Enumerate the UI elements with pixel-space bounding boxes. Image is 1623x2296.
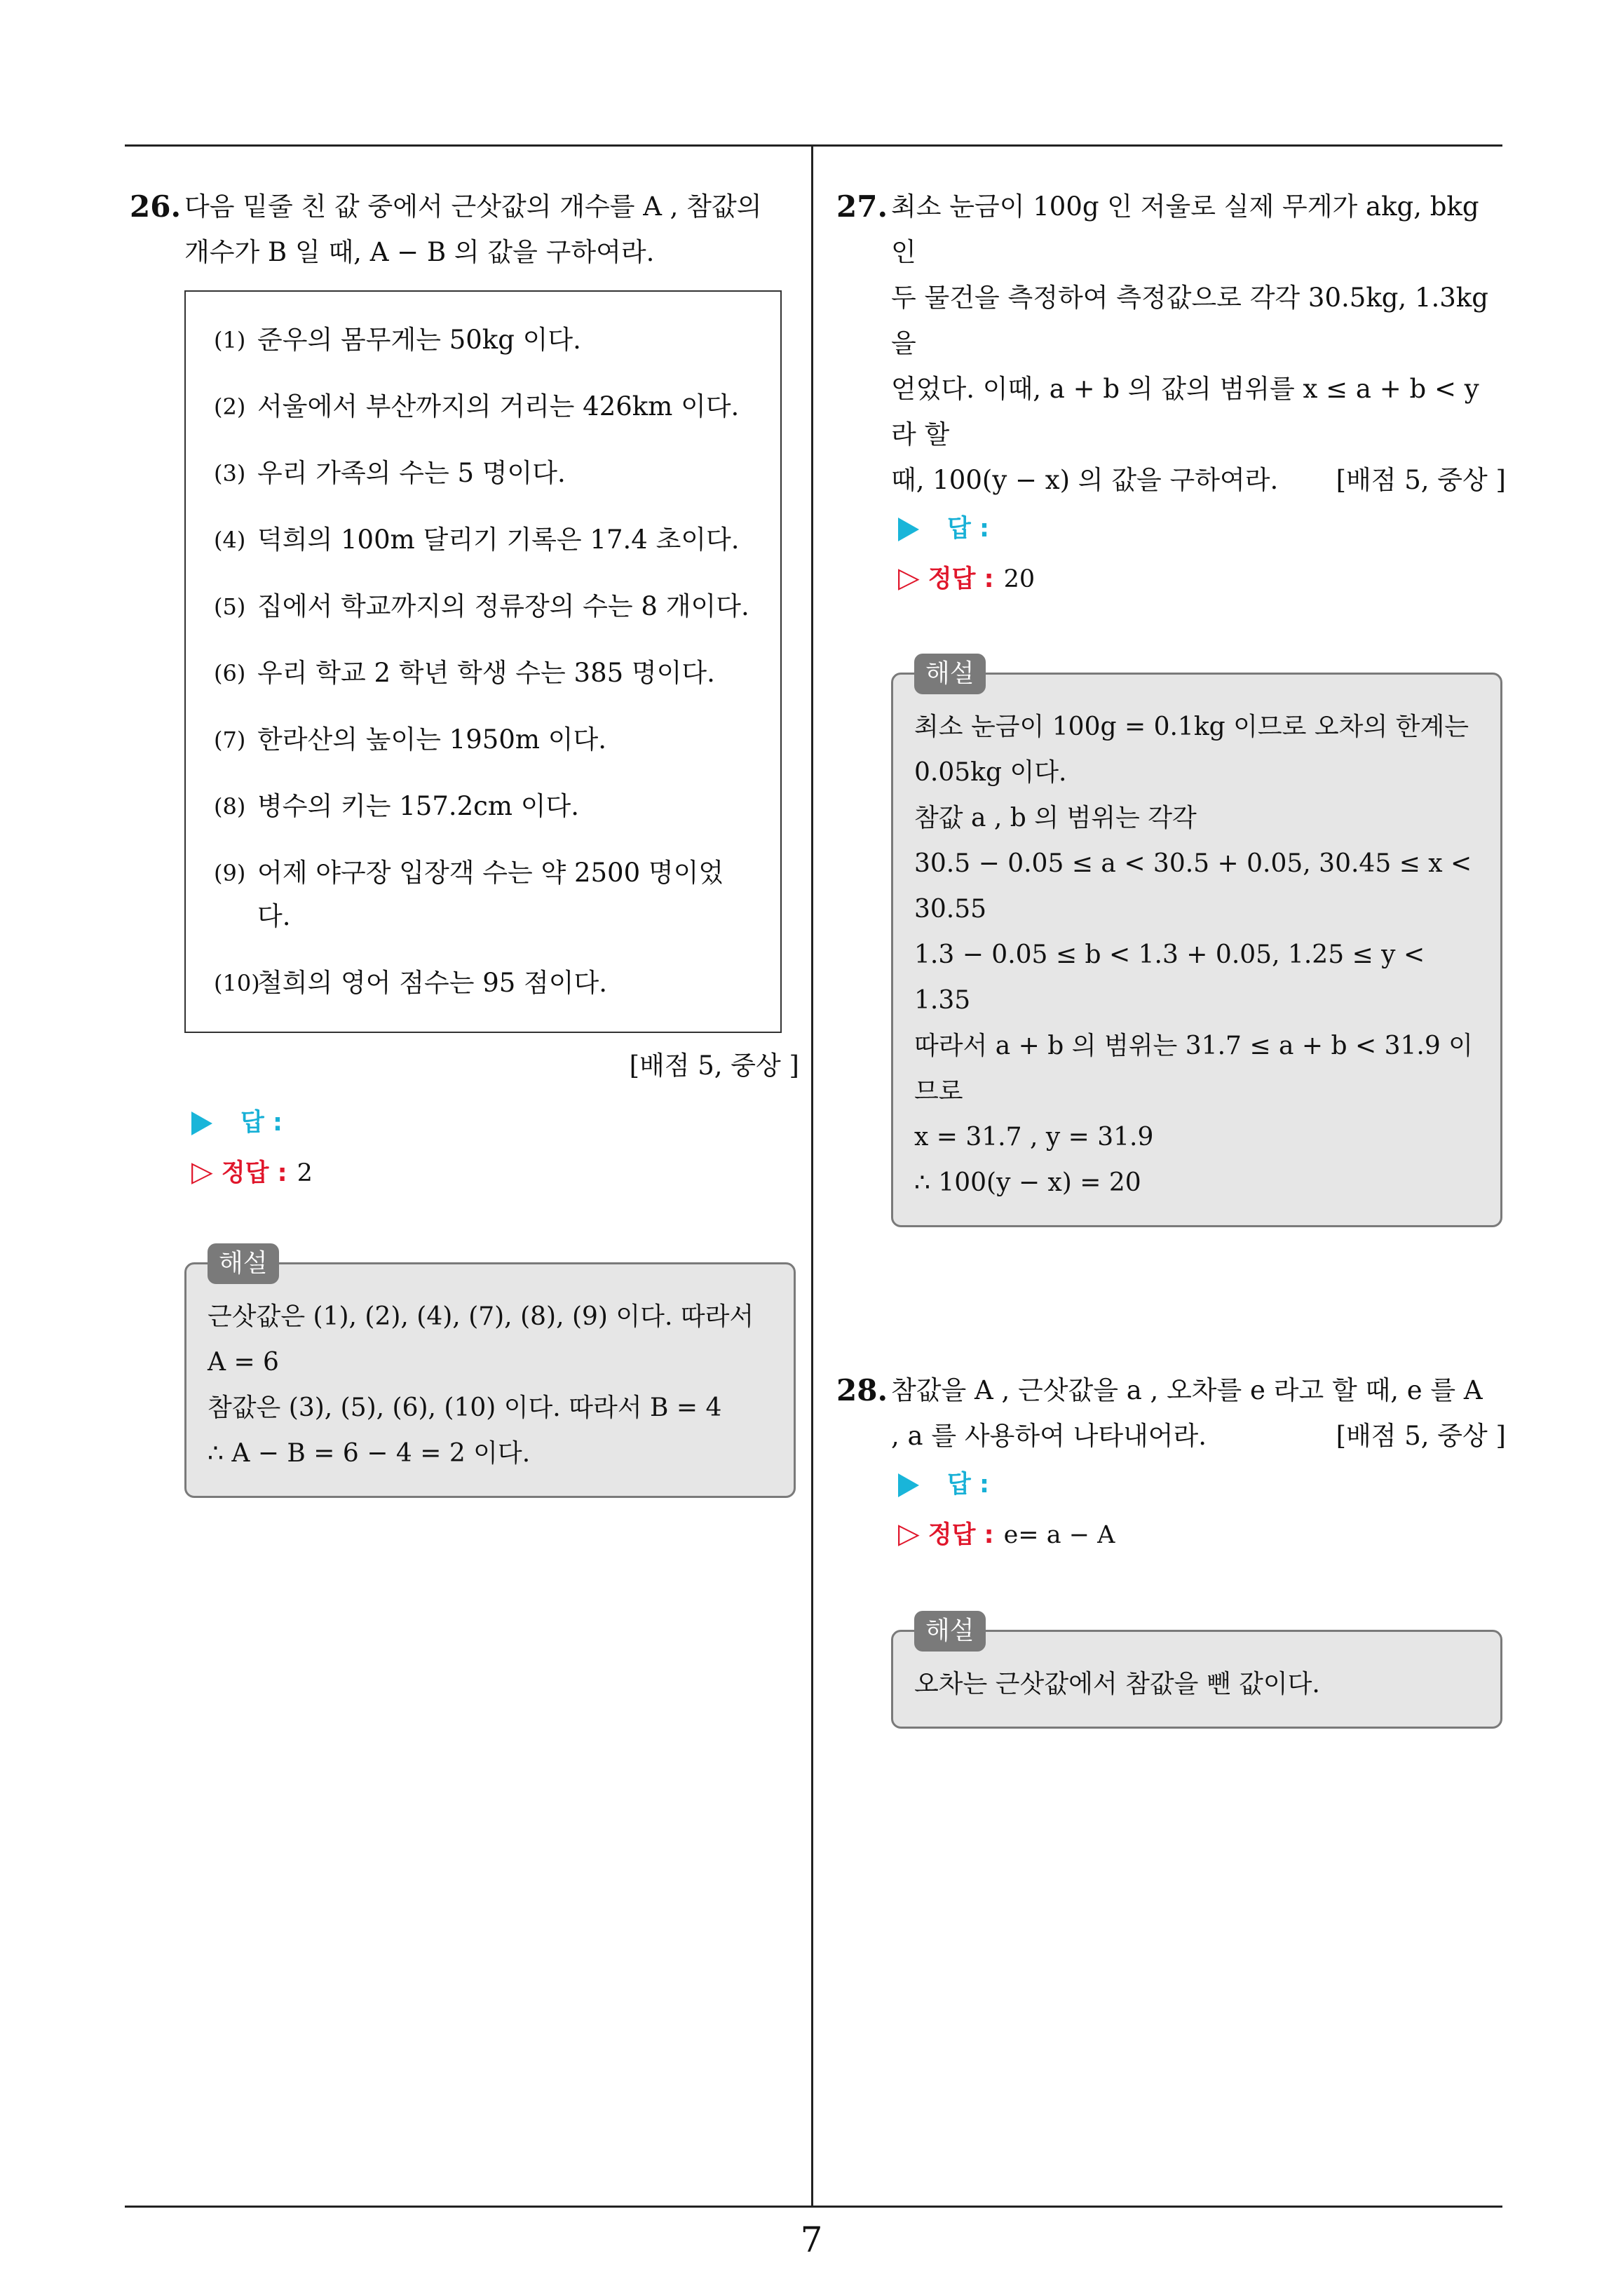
solution-line: 오차는 근삿값에서 참값을 뺀 값이다. (914, 1670, 1320, 1699)
question-26 (130, 184, 799, 275)
solution-box (891, 1616, 1502, 1729)
column-divider (811, 144, 813, 2207)
statement-item (214, 385, 752, 428)
item-marker: (8) (214, 793, 246, 820)
solution-box (891, 659, 1502, 1227)
answer-label: 답 : (947, 1471, 989, 1499)
statement-box (184, 290, 782, 1033)
solution-line: ∴ 100(y − x) = 20 (914, 1168, 1141, 1197)
question-text-line: 최소 눈금이 100g 인 저울로 실제 무게가 akg, bkg 인 (891, 191, 1479, 267)
item-marker: (2) (214, 393, 246, 420)
solution-box (184, 1249, 796, 1498)
item-text: 철희의 영어 점수는 95 점이다. (257, 968, 608, 998)
top-rule (125, 144, 1502, 147)
statement-item (214, 718, 752, 762)
item-text: 어제 야구장 입장객 수는 약 2500 명이었다. (257, 858, 724, 931)
solution-line: 30.5 − 0.05 ≤ a < 30.5 + 0.05, 30.45 ≤ x < 30.55 (914, 849, 1472, 924)
question-number: 26. (130, 189, 182, 224)
item-marker: (1) (214, 327, 246, 353)
score-label: [배점 5, 중상 ] (1336, 465, 1506, 495)
answer-row (898, 504, 1506, 553)
question-28 (836, 1368, 1506, 1459)
question-number: 27. (836, 189, 888, 224)
bottom-rule (125, 2206, 1502, 2208)
item-marker: (9) (214, 860, 246, 886)
solution-line: 1.3 − 0.05 ≤ b < 1.3 + 0.05, 1.25 ≤ y < 1.35 (914, 940, 1425, 1015)
correct-answer-row (898, 553, 1506, 604)
outline-triangle-icon: ▷ (898, 1518, 920, 1550)
item-text: 한라산의 높이는 1950m 이다. (257, 724, 606, 755)
answer-row (191, 1098, 799, 1147)
item-text: 우리 가족의 수는 5 명이다. (257, 458, 566, 488)
solution-line: 근삿값은 (1), (2), (4), (7), (8), (9) 이다. 따라서 (208, 1302, 754, 1331)
correct-value: 20 (1003, 565, 1035, 593)
score-label: [배점 5, 중상 ] (629, 1051, 799, 1081)
answer-row (898, 1460, 1506, 1509)
item-text: 덕희의 100m 달리기 기록은 17.4 초이다. (257, 525, 740, 555)
solution-line: A = 6 (208, 1348, 279, 1377)
solution-line: 0.05kg 이다. (914, 758, 1067, 787)
score-label: [배점 5, 중상 ] (1336, 1421, 1506, 1451)
correct-answer-row (191, 1147, 799, 1198)
statement-item (214, 651, 752, 695)
play-triangle-icon (898, 518, 919, 541)
solution-line: 참값 a , b 의 범위는 각각 (914, 804, 1197, 832)
item-marker: (4) (214, 527, 246, 553)
statement-item (214, 318, 752, 362)
statement-item (214, 785, 752, 828)
statement-item (214, 961, 752, 1005)
solution-tag: 해설 (914, 1611, 986, 1652)
question-text-line: 두 물건을 측정하여 측정값으로 각각 30.5kg, 1.3kg 을 (891, 283, 1488, 358)
item-marker: (3) (214, 460, 246, 487)
correct-label: 정답 : (221, 1159, 287, 1187)
solution-tag: 해설 (208, 1243, 279, 1284)
play-triangle-icon (191, 1112, 212, 1135)
solution-line: x = 31.7 , y = 31.9 (914, 1123, 1154, 1152)
solution-line: 참값은 (3), (5), (6), (10) 이다. 따라서 B = 4 (208, 1393, 722, 1422)
outline-triangle-icon: ▷ (898, 562, 920, 594)
correct-label: 정답 : (928, 565, 994, 593)
statement-item (214, 518, 752, 562)
statement-item (214, 851, 752, 938)
statement-item (214, 452, 752, 495)
question-27 (836, 184, 1506, 503)
question-text-line: 다음 밑줄 친 값 중에서 근삿값의 개수를 A , 참값의 (184, 191, 762, 222)
correct-value: e= a − A (1003, 1521, 1115, 1549)
item-text: 병수의 키는 157.2cm 이다. (257, 791, 579, 821)
outline-triangle-icon: ▷ (191, 1156, 213, 1188)
solution-line: ∴ A − B = 6 − 4 = 2 이다. (208, 1439, 531, 1468)
answer-label: 답 : (240, 1109, 283, 1137)
answer-label: 답 : (947, 515, 989, 543)
play-triangle-icon (898, 1473, 919, 1497)
solution-line: 최소 눈금이 100g = 0.1kg 이므로 오차의 한계는 (914, 713, 1469, 741)
solution-tag: 해설 (914, 654, 986, 694)
item-text: 우리 학교 2 학년 학생 수는 385 명이다. (257, 658, 715, 688)
item-marker: (5) (214, 593, 246, 620)
question-text-line: , a 를 사용하여 나타내어라. (891, 1421, 1207, 1451)
item-text: 서울에서 부산까지의 거리는 426km 이다. (257, 391, 740, 421)
item-marker: (10) (214, 970, 260, 997)
question-text-line: 참값을 A , 근삿값을 a , 오차를 e 라고 할 때, e 를 A (891, 1375, 1483, 1405)
statement-item (214, 585, 752, 628)
item-text: 집에서 학교까지의 정류장의 수는 8 개이다. (257, 591, 749, 621)
question-number: 28. (836, 1373, 888, 1407)
question-text-line: 때, 100(y − x) 의 값을 구하여라. (891, 465, 1279, 495)
right-column (836, 184, 1506, 1729)
item-marker: (6) (214, 660, 246, 687)
left-column (130, 184, 799, 1498)
question-text-line: 얻었다. 이때, a + b 의 값의 범위를 x ≤ a + b < y 라 할 (891, 374, 1479, 450)
item-marker: (7) (214, 727, 246, 753)
correct-label: 정답 : (928, 1521, 994, 1549)
question-text-line: 개수가 B 일 때, A − B 의 값을 구하여라. (184, 237, 655, 267)
page-number: 7 (800, 2220, 823, 2260)
solution-line: 따라서 a + b 의 범위는 31.7 ≤ a + b < 31.9 이므로 (914, 1032, 1473, 1106)
item-text: 준우의 몸무게는 50kg 이다. (257, 325, 581, 355)
correct-answer-row (898, 1509, 1506, 1560)
correct-value: 2 (297, 1159, 313, 1187)
